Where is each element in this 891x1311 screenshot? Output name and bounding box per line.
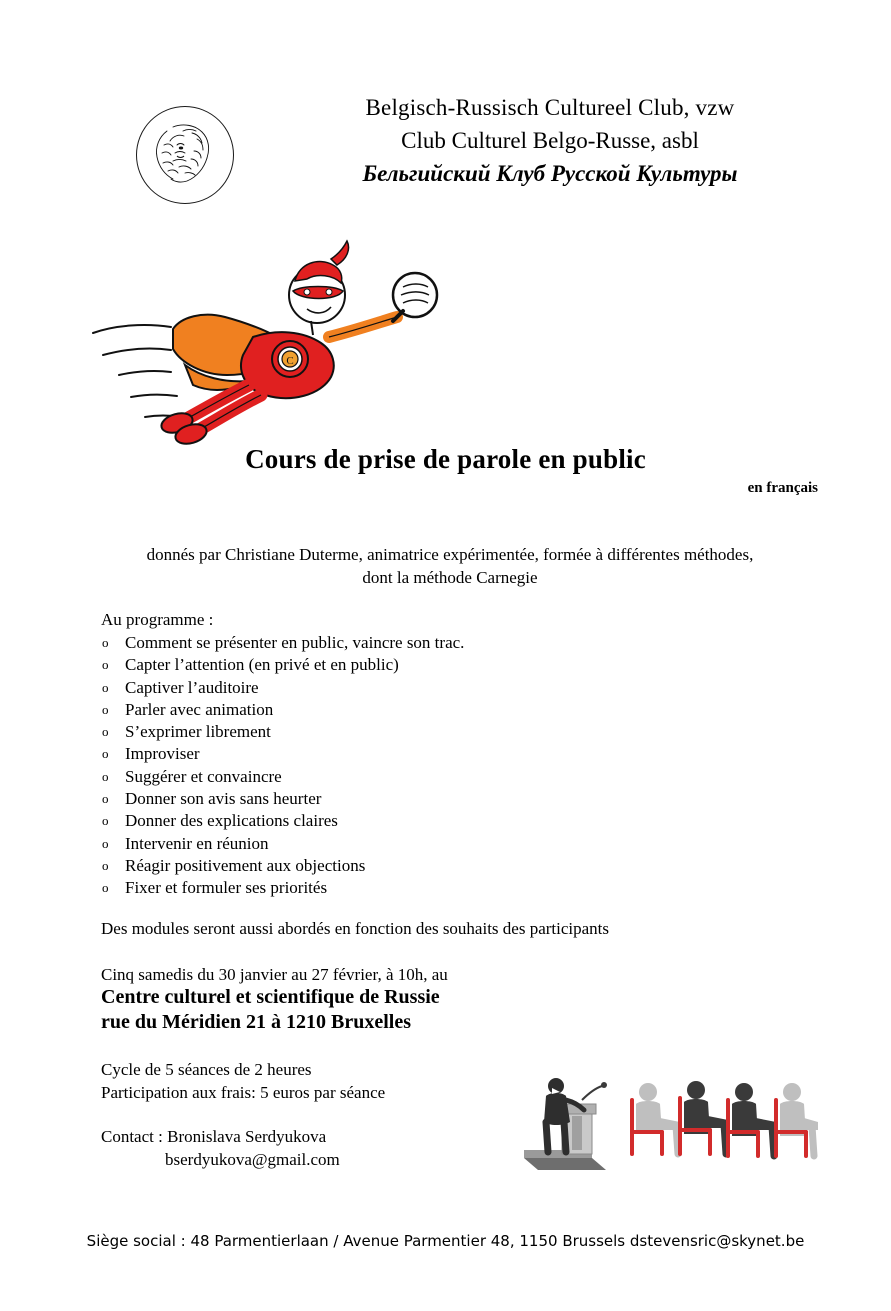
programme-list — [101, 632, 741, 900]
list-item-label: Fixer et formuler ses priorités — [125, 878, 328, 898]
list-item-label: Réagir positivement aux objections — [125, 855, 366, 875]
speaker-and-audience-icon — [520, 1030, 820, 1175]
list-item — [101, 877, 741, 899]
list-item — [101, 810, 741, 832]
course-intro-line1: donnés par Christiane Duterme, animatrice expérimentée, formée à différentes méthodes, — [146, 545, 754, 564]
list-item — [101, 833, 741, 855]
list-item — [101, 677, 741, 699]
bullet-icon: o — [102, 768, 109, 784]
document-footer: Siège social : 48 Parmentierlaan / Avenue Parmentier 48, 1150 Brussels dstevensric@skynet.be — [86, 1232, 805, 1250]
venue-address: rue du Méridien 21 à 1210 Bruxelles — [101, 1011, 411, 1033]
course-intro-line2: dont la méthode Carnegie — [362, 568, 538, 587]
bullet-icon: o — [102, 813, 109, 829]
document-header — [0, 92, 891, 212]
list-item-label: Improviser — [125, 744, 200, 764]
contact-email[interactable]: bserdyukova@gmail.com — [165, 1150, 340, 1169]
list-item — [101, 721, 741, 743]
bullet-icon: o — [102, 635, 109, 650]
bullet-icon: o — [102, 724, 109, 740]
club-logo-artwork — [137, 107, 233, 203]
list-item — [101, 699, 741, 721]
list-item — [101, 855, 741, 877]
bullet-icon: o — [102, 857, 109, 873]
schedule-dates: Cinq samedis du 30 janvier au 27 février, à 10h, au — [101, 965, 448, 984]
cycle-info: Cycle de 5 séances de 2 heures — [101, 1060, 312, 1079]
list-item — [101, 743, 741, 765]
list-item-label: Intervenir en réunion — [125, 833, 269, 853]
bullet-icon: o — [102, 746, 109, 762]
course-language-note: en français — [747, 480, 818, 496]
venue — [101, 985, 440, 1035]
list-item-label: Comment se présenter en public, vaincre son trac. — [125, 633, 465, 652]
price-info: Participation aux frais: 5 euros par séance — [101, 1083, 386, 1102]
list-item — [101, 788, 741, 810]
bullet-icon: o — [102, 835, 109, 851]
svg-text:C: C — [286, 355, 294, 367]
list-item-label: Captiver l’auditoire — [125, 677, 259, 697]
superhero-illustration — [85, 225, 475, 455]
list-item — [101, 632, 741, 654]
programme-label: Au programme : — [101, 610, 214, 629]
list-item-label: Capter l’attention (en privé et en public) — [125, 655, 399, 675]
contact-block — [101, 1125, 340, 1171]
list-item-label: Parler avec animation — [125, 699, 274, 719]
club-logo — [130, 100, 242, 204]
list-item-label: Suggérer et convaincre — [125, 766, 282, 786]
bullet-icon: o — [102, 679, 109, 695]
header-titles — [250, 92, 850, 190]
page-title: Cours de prise de parole en public — [245, 444, 646, 474]
list-item-label: S’exprimer librement — [125, 722, 271, 742]
list-item — [101, 654, 741, 676]
bullet-icon: o — [102, 657, 109, 673]
contact-person: Contact : Bronislava Serdyukova — [101, 1127, 327, 1146]
org-name-dutch: Belgisch-Russisch Cultureel Club, vzw — [365, 95, 735, 120]
org-name-russian: Бельгийский Клуб Русской Культуры — [362, 161, 738, 186]
bullet-icon: o — [102, 701, 109, 717]
org-name-french: Club Culturel Belgo-Russe, asbl — [401, 128, 699, 153]
list-item — [101, 766, 741, 788]
club-logo-circle — [136, 106, 234, 204]
list-item-label: Donner son avis sans heurter — [125, 789, 322, 809]
bullet-icon: o — [102, 791, 109, 807]
list-item-label: Donner des explications claires — [125, 811, 338, 831]
audience-illustration — [520, 1030, 820, 1175]
fees-block — [101, 1058, 385, 1104]
programme-note: Des modules seront aussi abordés en fonction des souhaits des participants — [101, 919, 610, 938]
bullet-icon: o — [102, 880, 109, 896]
course-intro — [100, 543, 800, 589]
superhero-icon — [85, 225, 475, 455]
venue-name: Centre culturel et scientifique de Russie — [101, 986, 440, 1008]
